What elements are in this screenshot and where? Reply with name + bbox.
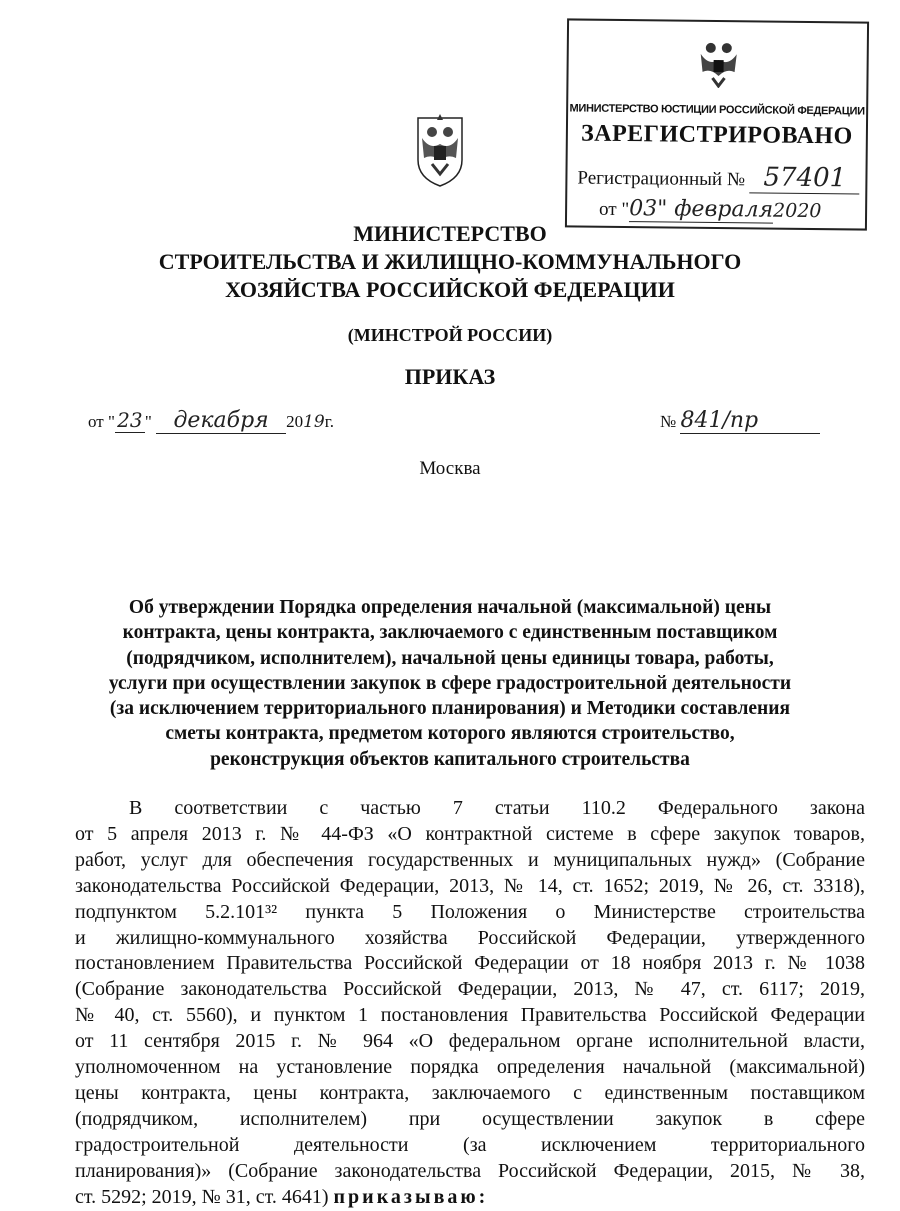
body-line: постановлением Правительства Российской Федерации от 18 ноября 2013 г. № 1038 — [75, 952, 865, 975]
order-title — [80, 595, 820, 772]
title-line: Об утверждении Порядка определения начальной (максимальной) цены — [128, 597, 772, 618]
city: Москва — [419, 458, 481, 479]
number-value: 841/пр — [680, 408, 820, 434]
body-line: работ, услуг для обеспечения государственных и муниципальных нужд» (Собрание — [75, 848, 865, 871]
stamp-reg-number — [577, 161, 860, 195]
title-line: (подрядчиком, исполнителем), начальной цены единицы товара, работы, — [126, 647, 774, 669]
order-date — [88, 408, 334, 434]
body-paragraph — [75, 796, 865, 1211]
body-line: уполномоченном на установление порядка определения начальной (максимальной) — [75, 1056, 865, 1079]
title-line: реконструкция объектов капитального строительства — [210, 748, 690, 770]
stamp-date-prefix: от " — [598, 198, 630, 221]
document-type: ПРИКАЗ — [404, 364, 496, 389]
date-year-hand: 19 — [303, 412, 325, 432]
stamp-ministry: МИНИСТЕРСТВО ЮСТИЦИИ РОССИЙСКОЙ ФЕДЕРАЦИИ — [569, 102, 865, 118]
date-suffix: г. — [324, 412, 335, 431]
ministry-line: СТРОИТЕЛЬСТВА И ЖИЛИЩНО-КОММУНАЛЬНОГО — [158, 249, 742, 274]
body-line: и жилищно-коммунального хозяйства Российской Федерации, утвержденного — [75, 926, 865, 949]
title-line: сметы контракта, предметом которого являются строительство, — [165, 723, 735, 745]
order-word: приказываю: — [333, 1185, 489, 1208]
body-line: планирования)» (Собрание законодательства Российской Федерации, 2015, № 38, — [75, 1159, 865, 1182]
body-line: от 11 сентября 2015 г. № 964 «О федеральном органе исполнительной власти, — [75, 1030, 865, 1053]
ministry-line: МИНИСТЕРСТВО — [353, 221, 547, 246]
title-line: услуги при осуществлении закупок в сфере градостроительной деятельности — [108, 672, 792, 694]
stamp-reg-value: 57401 — [750, 162, 860, 194]
number-label: № — [660, 412, 677, 431]
registration-stamp — [565, 18, 869, 230]
body-line: цены контракта, цены контракта, заключаемого с единственным поставщиком — [75, 1081, 865, 1104]
body-line: подпунктом 5.2.101³² пункта 5 Положения о Министерстве строительства — [75, 900, 865, 923]
stamp-date-hand: 03" февраля — [629, 196, 774, 223]
body-line: В соответствии с частью 7 статьи 110.2 Федерального закона — [129, 797, 865, 819]
body-line: № 40, ст. 5560), и пунктом 1 постановления Правительства Российской Федерации — [75, 1004, 865, 1027]
body-line: законодательства Российской Федерации, 2013, № 14, ст. 1652; 2019, № 26, ст. 3318), — [75, 874, 865, 897]
ministry-name — [0, 220, 900, 304]
date-month: декабря — [156, 408, 286, 434]
stamp-reg-label: Регистрационный № — [577, 167, 746, 191]
title-line: контракта, цены контракта, заключаемого с единственным поставщиком — [122, 622, 778, 644]
body-line: градостроительной деятельности (за исключением территориального — [75, 1133, 865, 1156]
order-number — [660, 408, 820, 434]
ministry-short-name: (МИНСТРОЙ РОССИИ) — [347, 325, 553, 345]
date-day: 23 — [115, 408, 145, 433]
date-prefix: от " — [88, 412, 115, 431]
coat-of-arms-emblem — [412, 108, 468, 188]
body-line: от 5 апреля 2013 г. № 44-ФЗ «О контрактной системе в сфере закупок товаров, — [75, 822, 865, 845]
date-year-prefix: 20 — [286, 412, 304, 431]
title-line: (за исключением территориального планирования) и Методики составления — [109, 698, 791, 720]
date-quote: " — [144, 412, 152, 431]
ministry-line: ХОЗЯЙСТВА РОССИЙСКОЙ ФЕДЕРАЦИИ — [225, 277, 675, 302]
stamp-registered: ЗАРЕГИСТРИРОВАНО — [580, 120, 853, 150]
stamp-emblem-icon — [696, 36, 741, 88]
body-line: ст. 5292; 2019, № 31, ст. 4641) — [75, 1185, 329, 1208]
body-last-line — [75, 1185, 865, 1211]
body-line: (подрядчиком, исполнителем) при осуществлении закупок в сфере — [75, 1107, 865, 1130]
stamp-year: 2020 — [772, 199, 822, 223]
body-line: (Собрание законодательства Российской Федерации, 2013, № 47, ст. 6117; 2019, — [75, 978, 865, 1001]
